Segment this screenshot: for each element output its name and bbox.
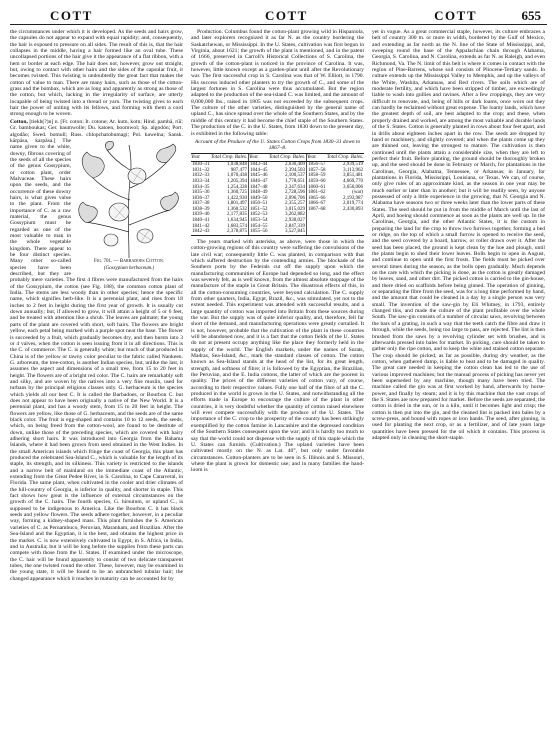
table-cell: 3,113,962 bbox=[343, 167, 363, 173]
table-cell: 1,634,945 bbox=[226, 218, 247, 224]
table-cell: 1860–61 bbox=[307, 184, 326, 190]
table-cell: 2,100,537 bbox=[284, 173, 305, 179]
table-cell: 2,394,503 bbox=[284, 167, 305, 173]
table-cell: 1836–37 bbox=[192, 195, 210, 201]
cultivation-paragraph: yet in vogue. As a great commercial staple, however, its culture embraces a belt of country 300 m. or more in width, bordered by the Gulf of Mexico, and extending as far north as the N. line of the State of Mississippi, and, sweeping round the base of the Appalachian chain through Alabama, Georgia, S. Carolina, and N. Carolina, extends as far N. as Raleigh, and even Richmond, Va. The N. limit of this belt is where it comes in contact with the region of Pine-Barrens, whose soil consists of Pliocene-Tertiary sands. In culture extends up the Mississippi Valley to Memphis, and up the valleys of the White, Washita, Arkansas, and Red rivers. The soils which are of moderate fertility, and which have been stripped of timber, are exceedingly liable to wash into gullies and ravines. After a few croppings, they are very difficult to renovate, and, being of hills or dark loams, once worn out they can hardly be reclaimed without great expense. The loamy lands, which have the greatest depth of soil, are best adapted to the crop; and these, when properly drained and worked, are among the most valuable and durable lands of the S. States. Cotton is generally planted in rows about four feet apart, and in drills about eighteen inches apart in the row. The seeds are dropped by hand or machinery, and slightly covered; and when the plants come up they are thinned out, leaving the strongest to mature. The cultivation is then continued until the plants attain a considerable size, when they are left to perfect their fruit. Before planting, the ground should be thoroughly broken up, and the seed should be done in February or March, for plantations in the Carolinas, Georgia, Alabama, Tennessee, or Arkansas; in January, for plantations in Florida, Mississippi, Louisiana, or Texas. We can, of course, only give rules of an approximate kind, as the season in one year may be much earlier or later than in another; but it will be readily seen, by anyone possessed of only a little experience in the growing, that N. Georgia and N. Alabama have seasons two or three weeks later than the lower parts of these States. The seed should be put in from the middle of March until the last of April, and hoeing should commence as soon as the plants are well up. In the Carolinas, Georgia, and the other Atlantic States, it is the custom in preparing the land for the crop to throw two furrows together, forming a bed or ridge, on the top of which a small furrow is opened to receive the seed, and the seed covered by a board, harrow, or roller drawn over it. After the seed has been placed, the ground is kept clean by the hoe and plough, until the plants begin to shed their lower leaves. Bolls begin to open in August, and continue to open until the first frosts. The fields must be picked over several times during the season, as the bolls open gradually. Much depends on the care with which the picking is done, as the cotton is greatly damaged by leaves, sand, and other dirt. The picked cotton is carried to the gin-house, and there dried on scaffolds before being ginned. The operation of ginning, or separating the fibre from the seed, was for a long time performed by hand, and the amount that could be cleaned in a day by a single person was very small. The invention of the saw-gin by Eli Whitney, in 1793, entirely changed this, and made the culture of the plant profitable over the whole South. The saw-gin consists of a number of circular saws, revolving between the bars of a grating, in such a way that the teeth catch the fibre and draw it through, while the seeds, being too large to pass, are rejected. The lint is then brushed from the saws by a revolving cylinder set with brushes, and is afterwards pressed into bales for market. In picking, care should be taken to gather only the ripe cotton, and to keep the white and stained cotton separate. The crop should be picked, as far as possible, during dry weather, as the cotton, when gathered damp, is liable to heat and to be damaged in quality. The great care needed in keeping the cotton clean has led to the use of various improved machines; but the manual process of picking has never yet been superseded by any machine, though many have been tried. The machine called the gin was at first worked by hand, afterwards by horse-power, and finally by steam; and it is by this machine that the vast crops of the S. States are now prepared for market. Before the seeds are separated, the cotton is dried in the sun, or in a kiln, until it becomes light and crisp; the cotton is then put into the gin, and the cleaned lint is packed into bales by a screw-press, and bound with ropes or iron bands. The seed, after ginning, is used for planting the next crop, or as a fertilizer, and of late years large quantities have been pressed for the oil which it contains. This process is adapted only in cleaning the short-staple. bbox=[372, 29, 545, 441]
entry-headword: Cotton, bbox=[10, 118, 28, 125]
table-cell: 1,070,438 bbox=[226, 173, 247, 179]
running-header bbox=[10, 6, 547, 25]
text-columns bbox=[10, 29, 547, 747]
barbadoes-cotton-illustration bbox=[75, 140, 183, 258]
table-cell: 1837–38 bbox=[192, 201, 210, 207]
table-header-cell: Year. bbox=[306, 153, 326, 162]
table-cell: 1861–62 bbox=[307, 190, 326, 196]
table-cell: 3,656,006 bbox=[343, 184, 363, 190]
table-cell: 2,193,987 bbox=[343, 195, 363, 201]
table-cell: 1834–35 bbox=[192, 184, 210, 190]
table-cell: 2,030,409 bbox=[284, 162, 305, 168]
table-cell: 1858–59 bbox=[307, 173, 326, 179]
table-cell: 1,683,574 bbox=[226, 223, 247, 229]
figure-caption: Fig. 701. — Barbadoes Cotton. bbox=[94, 258, 164, 264]
table-cell: 1845–46 bbox=[249, 173, 268, 179]
cotton-crop-table bbox=[191, 153, 364, 236]
table-cell: 1831–32 bbox=[192, 167, 210, 173]
war-paragraph: The years marked with asterisks, as above, were those in which the cotton-growing regions of this country were suffering the convulsions of the late civil war; consequently little C. was planted, in comparison with that which suffered destruction by the contending armies. The blockade of the Southern ports by the Federals cut off the supply upon which the manufacturing communities of Europe had depended so long, and the effect was severely felt, as is well known, from the almost absolute stoppage of the manufacture of the staple in Great Britain. The disastrous effects of this, in all the cotton-consuming countries, were beyond calculation. The C. supply from other quarters, India, Egypt, Brazil, &c., was stimulated, yet not to the extent needed. This experiment was attended with successful results, and a large quantity of cotton was imported into Britain from these sources during the war. But the supply was of quite inferior quality, and, therefore, fell far short of the demand, and manufacturing operations were greatly curtailed. It is not, however, probable that the cultivation of the plant in these countries will be abandoned now, and it is a fact that the cotton fields of the U. States do not at present occupy anything like the place they formerly held in the supply of the world. The English markets, under the names of Surats, Madras, Sea-Island, &c., mark the standard classes of cotton. The cotton known as Sea-Island stands at the head of the list, for its great length, strength, and softness of fibre; it is followed by the Egyptian, the Brazilian, the Peruvian, and the E. India cottons, the latter of which are the poorest in quality. The prices of the different varieties of cotton vary, of course, according to their respective values. Fully one half of the fibre of all the C. produced in the world is grown in the U. States, and notwithstanding all the efforts made in Europe to encourage the culture of the plant in other countries, it is very doubtful whether the quantity of cotton raised elsewhere will ever compete successfully with the produce of the U. States. The importance of the C. crop to the prosperity of the country has been strikingly exemplified by the cotton famine in Lancashire and the depressed condition of the Southern States consequent upon the war; and it is hardly too much to say that the world could not dispense with the supply of this staple which the U. States can furnish. (Cultivation.) The upland varieties have been cultivated mostly on the N. as Lat. 40°, but only under favorable circumstances. Cotton-planters are to be seen in S. Illinois and S. Missouri, where the plant is grown for domestic use; and in many families the hand-loom is bbox=[191, 238, 364, 474]
table-cell: 1865–66 bbox=[307, 195, 326, 201]
table-cell: 1852–53 bbox=[249, 212, 268, 218]
table-cell: 3,527,845 bbox=[269, 229, 307, 235]
table-header-cell: Year. bbox=[248, 153, 268, 162]
column-3 bbox=[372, 29, 545, 747]
table-cell: 1,360,725 bbox=[226, 190, 247, 196]
table-cell: 1,254,328 bbox=[226, 184, 247, 190]
table-cell bbox=[327, 229, 364, 235]
table-header-row bbox=[191, 153, 364, 162]
table-cell: 2,728,596 bbox=[284, 190, 305, 196]
table-cell: 1859–60 bbox=[307, 178, 326, 184]
table-cell: 1856–57 bbox=[307, 162, 326, 168]
column-1-continuation: the circumstances under which it is developed. As the seeds and hairs grow, the capsules do not appear to expand with equal rapidity; and, consequently, the hair is exposed to pressure on all sides. The result of this is, that the hair collapses in the middle, having a hair formed like an oval tube. These uncollapsed portions of the hair give it the appearance of a flat ribbon, with a hem or border at each edge. The hair does not, however, grow out straight, but, owing to contact with other hairs and the sides of the capsular fruit, it becomes twisted. This twisting is undoubtedly the great fact that makes the cotton of value to man. There are many hairs, such as those of the cotton-grass and the bombax, which are as long and apparently as strong as those of the cotton, but which, lacking in the irregularity of surface, are utterly incapable of being twisted into a thread or yarn. The twisting gives to each hair the power of uniting with its fellows, and forming with them a cord strong enough to be woven. bbox=[10, 29, 183, 118]
column-2 bbox=[191, 29, 364, 747]
table-cell: 1833–34 bbox=[192, 178, 210, 184]
table-cell: 3,262,882 bbox=[284, 212, 305, 218]
table-cell: 1,422,930 bbox=[226, 195, 247, 201]
table-cell: 1830–31 bbox=[192, 162, 210, 168]
header-right-word: COTT bbox=[434, 8, 477, 23]
table-cell: 1846–47 bbox=[249, 178, 268, 184]
table-row bbox=[191, 229, 364, 235]
table-header-cell: Total Crop. Bales. bbox=[327, 153, 364, 162]
table-cell: 1855–56 bbox=[249, 229, 268, 235]
table-cell: 1,038,848 bbox=[226, 162, 247, 168]
page-number: 655 bbox=[521, 8, 541, 23]
table-cell: 1843–44 bbox=[249, 162, 268, 168]
production-paragraph: Production. Columbus found the cotton-plant growing wild in Hispaniola, and later explorers recognized it as far N. as the country bordering the Saskatchewan, or Mississippi. In the U. States, cultivation was first begun in Virginia, about 1621; the growth of the plant is mentioned, and in the patent of 1666, preserved in Carroll's Historical Collections of S. Carolina, the growth of the cotton-plant is noticed in the province of Carolina. It was, however, little known except as a garden-plant until after the Revolutionary war. The first successful crop in S. Carolina was that of W. Elliott, in 1790. His success induced other planters to try the growth of C., and some of the largest fortunes in S. Carolina were thus accumulated. But the region adapted to the production of the sea-island C. was limited, and the amount of 8,000,000 lbs., raised in 1805 was not exceeded by the subsequent crops. The culture of the other varieties, distinguished by the general name of upland C., has since spread over the whole of the Southern States, and by the middle of this century it had become the chief staple of the Southern States. The production of the C. in the U. States, from 1830 down to the present day, is exhibited in the following table: bbox=[191, 29, 364, 137]
column-1 bbox=[10, 29, 183, 747]
table-cell: 1,205,394 bbox=[226, 178, 247, 184]
table-cell: 1839–40 bbox=[192, 212, 210, 218]
cotton-figure bbox=[75, 140, 183, 272]
table-cell: 2,355,257 bbox=[284, 201, 305, 207]
table-cell: 2,378,875 bbox=[211, 229, 249, 235]
entry-etymology: [tiekh(?)n] n. [Fr. coton; It. cotone; Ar. kutn, kotn; Hind. pambā, rūī; Gr. bamboukas; Ger. baumwolle; Du. katoen, boomwol; Sp. algodón; Port. algodão; Swed. bomull; Russ. chlopchatobumagi; Pol. bawelna; Sansk. kārpāsa, karpāsa.] bbox=[10, 118, 183, 144]
table-cell: 2,430,893 bbox=[343, 206, 363, 212]
table-cell: 1853–54 bbox=[249, 218, 268, 224]
table-cell: 4,669,770 bbox=[343, 178, 363, 184]
table-cell: 1,778,651 bbox=[284, 178, 305, 184]
table-cell: 1835–36 bbox=[192, 190, 210, 196]
table-cell: 2,847,339 bbox=[284, 223, 305, 229]
table-cell: 2,019,774 bbox=[343, 201, 363, 207]
table-cell: 1,360,532 bbox=[226, 206, 247, 212]
table-cell: 1842–43 bbox=[192, 229, 210, 235]
entry-body: The name given to the white, downy, fibrous covering of the seeds of all the species of the genus Gossypium, or cotton plant, order Malvaceae. These hairs upon the seeds, and the occurrence of these downy hairs, is what gives value to the plant. From the importance of C. as a raw material, the genus Gossypium must be regarded as one of the most valuable to man in the whole vegetable kingdom. There appear to be four distinct species. Many other so-called species have been described, but they are probably mere varieties. The first 4 fibres were manufactured from the hairs of the Gossypium, the cotton (see Fig. 188), the common cotton plant of India. The stems are less woody than in other species; hence the specific name, which signifies herb-like. It is a perennial plant, and rises from 18 inches to 2 feet in height during the first year of growth. It is usually cut down annually; but, if allowed to grow, it will attain a height of 5 or 6 feet, and be treated with attention like a shrub. The leaves are palmate; the young parts of the plant are covered with short, soft hairs. The flowers are bright yellow, each petal being marked with a purple spot near the base. The flower is succeeded by a fruit, which gradually becomes dry, and then bursts into 3 or 4 valves, when the cotton is seen issuing from it in all directions. This is the C. of commerce. The C. is generally white; but much of that produced in China is of the yellow or tawny color peculiar to the fabric called Nankeen. G. arboreum, the tree-cotton, is another Indian species, but, unlike the last, it assumes the aspect and dimensions of a small tree, from 15 to 20 feet in height. The flowers are of a bright red color. The C. hairs are remarkably soft and silky, and are woven by the natives into a very fine muslin, used for turbans by the principal religious classes only. G. herbaceum is the species which yields all our best C. It is called the Barbadoes, or Bourbon C. but does not appear to have been originally a native of the New World. It is a perennial plant, and has a woody stem, from 15 to 20 feet in height. The flowers are yellow, like those of G. herbaceum, and the seeds are of the same black color. The fruit is egg-shaped and contains 10 to 12 seeds, the seeds, which, on being freed from the cotton-wool, are found to be destitute of down, unlike those of the preceding species, which are covered with hairy adhering short hairs. It was introduced into Georgia from the Bahama Islands, where it had been grown from seed obtained in the West Indies. In the small American islands which fringe the coast of Georgia, this plant has produced the celebrated Sea-Island C., which is valuable for the length of its staple, its strength, and its silkiness. This variety is restricted to the islands and a narrow belt of mainland on the immediate coast of the Atlantic, extending from the Great Pedee River, in S. Carolina, to Cape Canaveral, in Florida. The same plant, when cultivated in the cooler and drier climates of the hill-country of Georgia, is inferior in quality, and shorter in staple. This fact shows how great is the influence of external circumstances on the growth of the C. hairs. The fourth species, G. hirsutum, or upland C., is supposed to be indigenous to America. Like the Bourbon C. it has black seeds and yellow flowers. The seeds adhere together, however, in a peculiar way, forming a kidney-shaped mass. This plant furnishes the S. American varieties of C. as Pernambuco, Peruvian, Maranham, and Brazilian. After the Sea-Island and the Egyptian, it is the best, and obtains the highest price in the market. C. is now extensively cultivated in Egypt, in S. Africa, in India, and in Australia; but it will be long before the supplies from these parts can compete with those from the U. States. If examined under the microscope, the C. hair will be found apparently to consist of two delicate transparent tubes, the one twisted round the other. These, however, may be examined in the young state, it will be found to be an unbranched tubular hair; the changed appearance which it reaches in maturity can be accounted for by bbox=[10, 137, 183, 582]
table-header-cell: Total Crop. Bales. bbox=[211, 153, 249, 162]
table-cell: 1851–52 bbox=[249, 206, 268, 212]
table-cell: 2,930,027 bbox=[284, 218, 305, 224]
table-cell: 1847–48 bbox=[249, 184, 268, 190]
table-cell: 1848–49 bbox=[249, 190, 268, 196]
table-cell: 2,939,519 bbox=[343, 162, 363, 168]
table-cell: 2,096,706 bbox=[284, 195, 305, 201]
table-cell: 1857–58 bbox=[307, 167, 326, 173]
table-header-cell: Total Crop. Bales. bbox=[269, 153, 307, 162]
table-cell: 1841–42 bbox=[192, 223, 210, 229]
header-center-word: COTT bbox=[265, 8, 308, 23]
table-cell: 987,477 bbox=[230, 167, 247, 173]
table-cell: 1867–68 bbox=[307, 206, 326, 212]
table-cell: 3,851,481 bbox=[343, 173, 363, 179]
table-cell: 1840–41 bbox=[192, 218, 210, 224]
table-cell: 1866–67 bbox=[307, 201, 326, 207]
table-cell: 1854–55 bbox=[249, 223, 268, 229]
table-cell: 1849–50 bbox=[249, 195, 268, 201]
figure-caption-species: (Gossypium herbaceum.) bbox=[103, 265, 155, 271]
table-cell: 1832–33 bbox=[192, 173, 210, 179]
table-title: Account of the Produce of the U. States Cotton Crops from 1830–31 down to 1867–8. bbox=[194, 138, 361, 152]
header-left-word: COTT bbox=[50, 8, 93, 23]
table-cell: 3,015,029 bbox=[284, 206, 305, 212]
table-cell: 1,801,497 bbox=[226, 201, 247, 207]
table-cell bbox=[306, 229, 326, 235]
table-cell: 1838–39 bbox=[192, 206, 210, 212]
table-cell: (war) bbox=[352, 190, 363, 196]
table-cell: 1850–51 bbox=[249, 201, 268, 207]
table-cell: 2,177,835 bbox=[226, 212, 247, 218]
cotton-entry bbox=[10, 119, 183, 582]
table-cell: 2,347,634 bbox=[284, 184, 305, 190]
table-cell: 1844–45 bbox=[249, 167, 268, 173]
table-header-cell: Year. bbox=[191, 153, 211, 162]
